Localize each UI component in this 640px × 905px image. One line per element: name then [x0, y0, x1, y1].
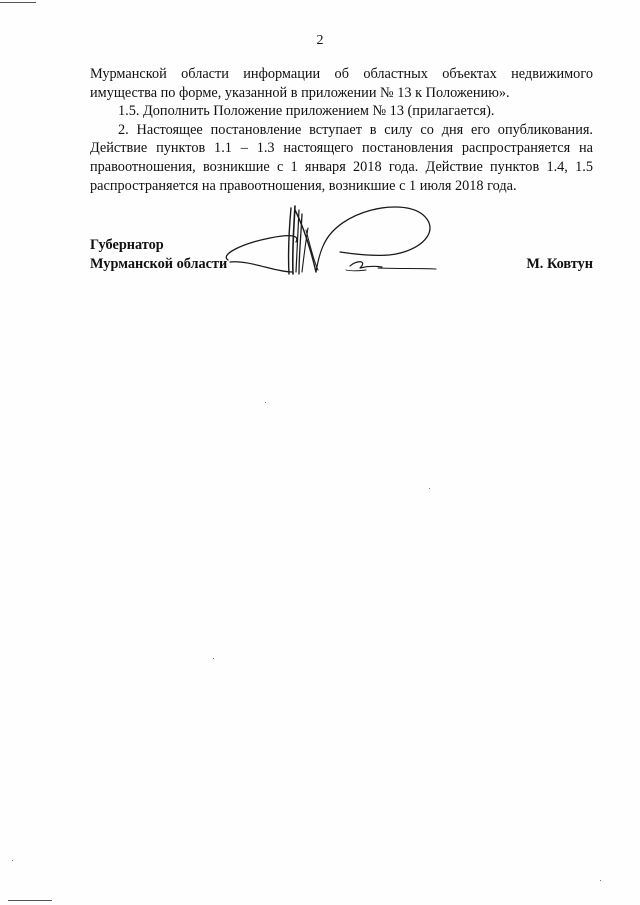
signatory-name: М. Ковтун	[526, 256, 593, 272]
signatory-position: Губернатор	[90, 237, 164, 253]
document-body	[90, 65, 593, 195]
scan-edge-mark	[8, 900, 52, 901]
page-number: 2	[316, 33, 324, 48]
paragraph-continuation: Мурманской области информации об областных объектах недвижимого имущества по форме, указанной в приложении № 13 к Положению».	[90, 66, 593, 101]
scan-speck	[12, 860, 13, 861]
signatory-region: Мурманской области	[90, 256, 228, 272]
paragraph-item-1-5: 1.5. Дополнить Положение приложением № 13 (прилагается).	[118, 103, 495, 120]
scan-edge-mark	[0, 2, 36, 3]
scan-speck	[429, 488, 430, 489]
paragraph-item-2: 2. Настоящее постановление вступает в силу со дня его опубликования. Действие пунктов 1.1 – 1.3 настоящего постановления распространяется на правоотношения, возникшие с 1 января 2018 года. Действие пунктов 1.4, 1.5 распространяется на правоотношения, возникшие с 1 июля 2018 года.	[90, 121, 593, 194]
scan-speck	[265, 402, 266, 403]
scan-speck	[600, 880, 601, 881]
handwritten-signature	[200, 200, 460, 290]
scan-speck	[213, 658, 214, 659]
